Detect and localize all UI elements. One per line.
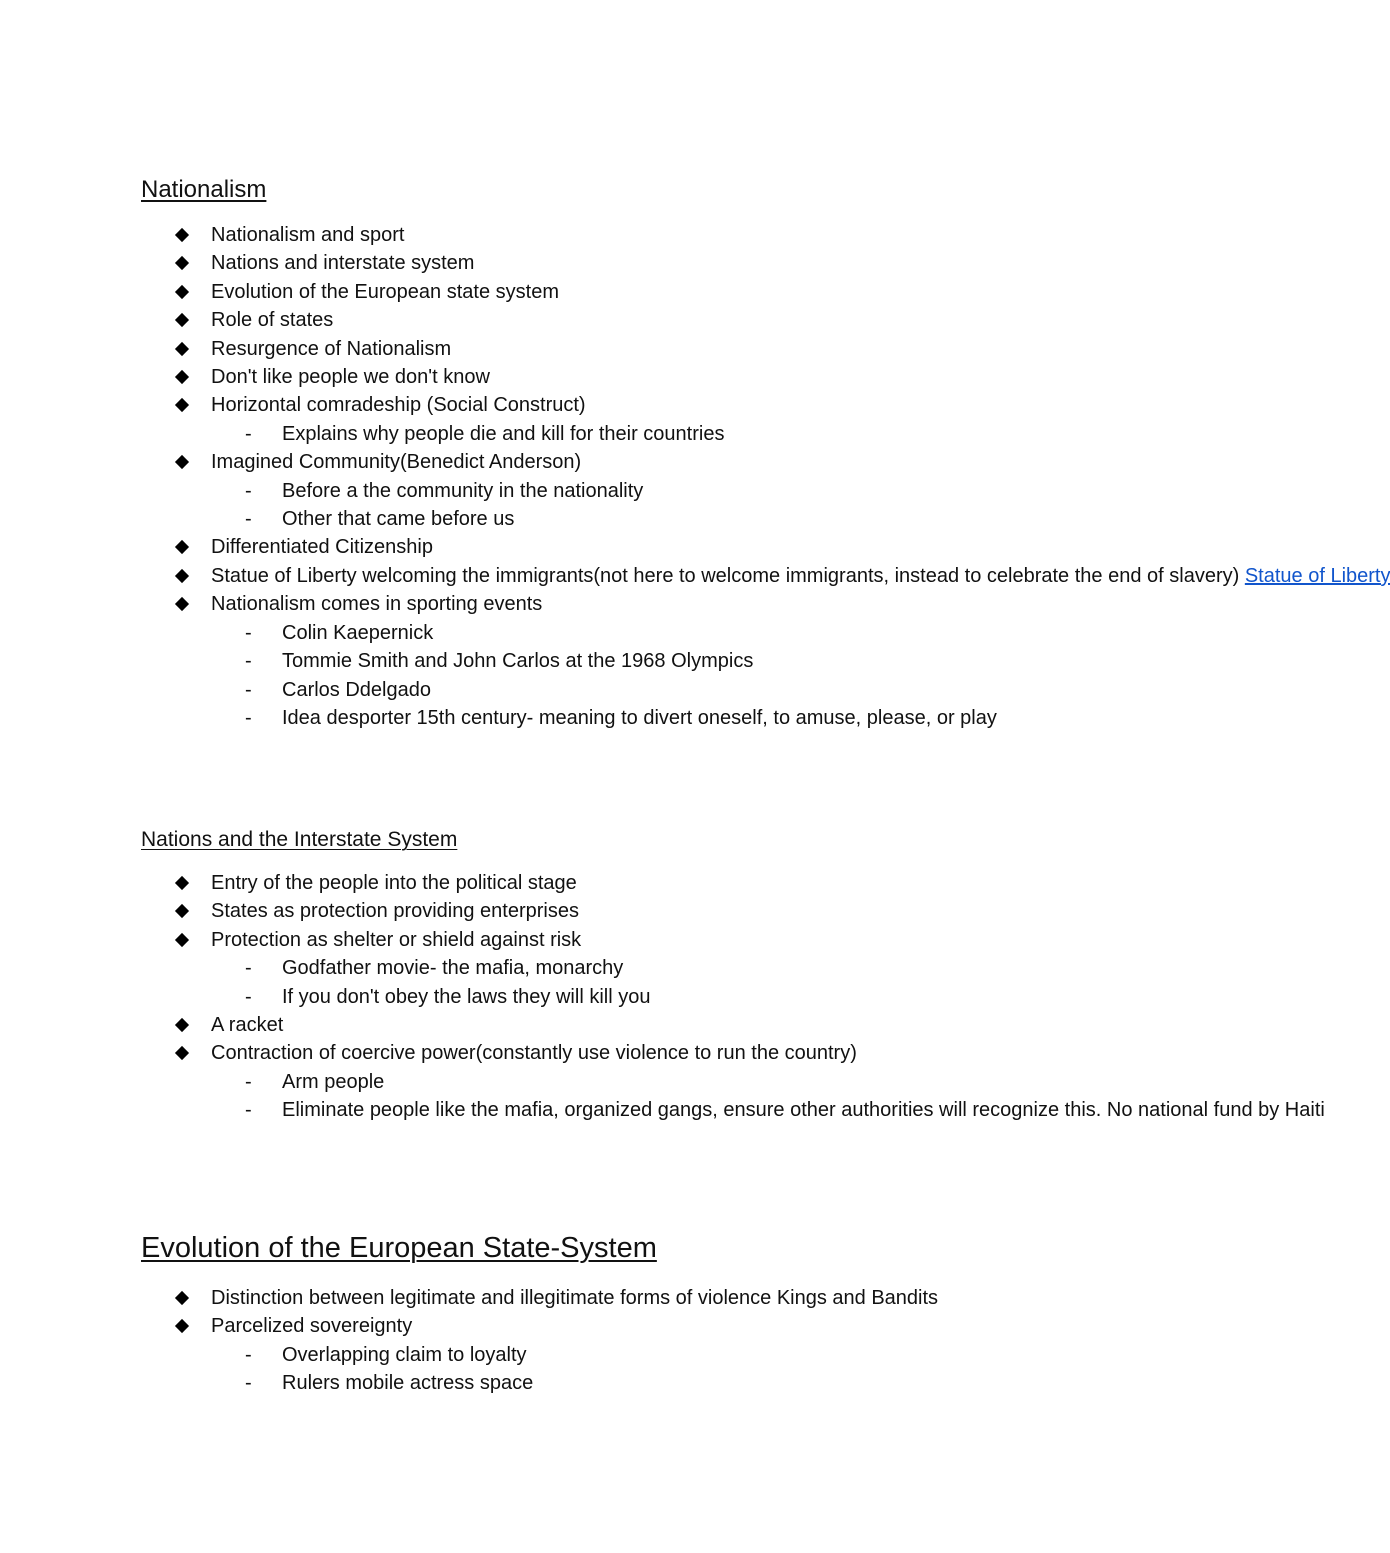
bullet-list-european-state-system [0,1284,1200,1398]
sub-list-item: - Idea desporter 15th century- meaning to divert oneself, to amuse, please, or play [0,704,1200,732]
list-item: Role of states [0,306,1200,334]
list-item: Parcelized sovereignty [0,1312,1200,1340]
dash-bullet-icon: - [245,621,252,644]
diamond-bullet-icon [175,1319,188,1332]
sub-list-item: - Carlos Ddelgado [0,676,1200,704]
diamond-bullet-icon [175,569,188,582]
diamond-bullet-icon [175,313,188,326]
diamond-bullet-icon [175,904,188,917]
diamond-bullet-icon [175,256,188,269]
bullet-list-nationalism [0,221,1390,732]
list-item: Resurgence of Nationalism [0,335,1200,363]
dash-bullet-icon: - [245,678,252,701]
list-item: A racket [0,1011,1200,1039]
diamond-bullet-icon [175,342,188,355]
dash-bullet-icon: - [245,1070,252,1093]
sub-list-item: - If you don't obey the laws they will kill you [0,983,1200,1011]
list-item: Differentiated Citizenship [0,533,1200,561]
sub-list-item: - Colin Kaepernick [0,619,1200,647]
list-item: Nationalism and sport [0,221,1200,249]
list-item: Protection as shelter or shield against risk [0,926,1200,954]
diamond-bullet-icon [175,228,188,241]
bullet-list-interstate-system [0,869,1325,1125]
list-item: Nationalism comes in sporting events [0,590,1200,618]
list-item: Nations and interstate system [0,249,1200,277]
diamond-bullet-icon [175,1291,188,1304]
list-item: States as protection providing enterprises [0,897,1200,925]
diamond-bullet-icon [175,597,188,610]
diamond-bullet-icon [175,876,188,889]
list-item: Don't like people we don't know [0,363,1200,391]
sub-list-item: - Rulers mobile actress space [0,1369,1200,1397]
diamond-bullet-icon [175,540,188,553]
diamond-bullet-icon [175,370,188,383]
diamond-bullet-icon [175,455,188,468]
diamond-bullet-icon [175,285,188,298]
section-heading-nationalism: Nationalism [141,176,267,203]
list-item: Contraction of coercive power(constantly use violence to run the country) [0,1039,1200,1067]
sub-list-item: - Before a the community in the nationality [0,477,1200,505]
list-item: Evolution of the European state system [0,278,1200,306]
dash-bullet-icon: - [245,1372,252,1395]
list-item: Imagined Community(Benedict Anderson) [0,448,1200,476]
dash-bullet-icon: - [245,1343,252,1366]
list-item: Entry of the people into the political stage [0,869,1200,897]
diamond-bullet-icon [175,1018,188,1031]
diamond-bullet-icon [175,933,188,946]
sub-list-item: - Overlapping claim to loyalty [0,1341,1200,1369]
dash-bullet-icon: - [245,479,252,502]
section-heading-interstate-system: Nations and the Interstate System [141,828,458,851]
statue-of-liberty-link[interactable]: Statue of Liberty [1244,564,1390,587]
sub-list-item: - Eliminate people like the mafia, organized gangs, ensure other authorities will recognize this. No national fund by Haiti [0,1096,1200,1124]
dash-bullet-icon: - [245,957,252,980]
dash-bullet-icon: - [245,706,252,729]
list-item: Horizontal comradeship (Social Construct) [0,391,1200,419]
diamond-bullet-icon [175,1046,188,1059]
section-heading-european-state-system: Evolution of the European State-System [141,1232,657,1264]
dash-bullet-icon: - [245,985,252,1008]
sub-list-item: - Arm people [0,1068,1200,1096]
diamond-bullet-icon [175,398,188,411]
dash-bullet-icon: - [245,422,252,445]
sub-list-item: - Other that came before us [0,505,1200,533]
list-item: Distinction between legitimate and illegitimate forms of violence Kings and Bandits [0,1284,1200,1312]
sub-list-item: - Explains why people die and kill for their countries [0,420,1200,448]
sub-list-item: - Tommie Smith and John Carlos at the 1968 Olympics [0,647,1200,675]
dash-bullet-icon: - [245,508,252,531]
dash-bullet-icon: - [245,650,252,673]
sub-list-item: - Godfather movie- the mafia, monarchy [0,954,1200,982]
dash-bullet-icon: - [245,1099,252,1122]
list-item: Statue of Liberty welcoming the immigrants(not here to welcome immigrants, instead to celebrate the end of slavery) Statue of Liberty [0,562,1200,590]
